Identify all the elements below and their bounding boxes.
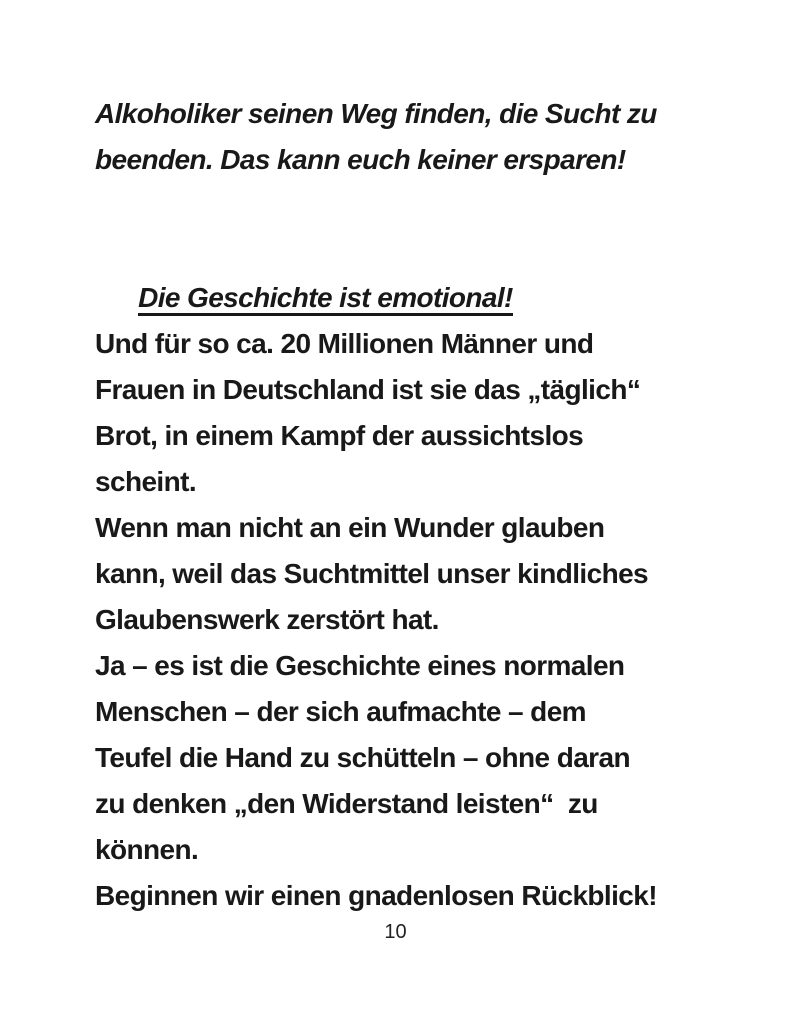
paragraph-line: Brot, in einem Kampf der aussichtslos xyxy=(95,420,584,451)
paragraph-line: Wenn man nicht an ein Wunder glauben xyxy=(95,512,605,543)
paragraph-line: Ja – es ist die Geschichte eines normalen xyxy=(95,650,625,681)
paragraph-line: scheint. xyxy=(95,466,197,497)
paragraph-line: Beginnen wir einen gnadenlosen Rückblick! xyxy=(95,880,657,911)
paragraph-line: kann, weil das Suchtmittel unser kindliches xyxy=(95,558,649,589)
intro-heading-line: beenden. Das kann euch keiner ersparen! xyxy=(95,144,626,175)
intro-heading-line: Alkoholiker seinen Weg finden, die Sucht zu xyxy=(95,98,657,129)
page-number: 10 xyxy=(384,921,407,943)
paragraph-line: zu denken „den Widerstand leisten“ zu xyxy=(95,788,598,819)
paragraph-line: Glaubenswerk zerstört hat. xyxy=(95,604,439,635)
blank-line xyxy=(95,183,755,229)
paragraph-line: Teufel die Hand zu schütteln – ohne daran xyxy=(95,742,630,773)
paragraph-line: Frauen in Deutschland ist sie das „täglich“ xyxy=(95,374,641,405)
paragraph-line: Menschen – der sich aufmachte – dem xyxy=(95,696,586,727)
page-content xyxy=(95,91,755,919)
section-heading-text: Die Geschichte ist emotional! xyxy=(138,282,513,316)
paragraph-line: Und für so ca. 20 Millionen Männer und xyxy=(95,328,594,359)
paragraph-line: können. xyxy=(95,834,199,865)
section-heading xyxy=(95,229,755,313)
